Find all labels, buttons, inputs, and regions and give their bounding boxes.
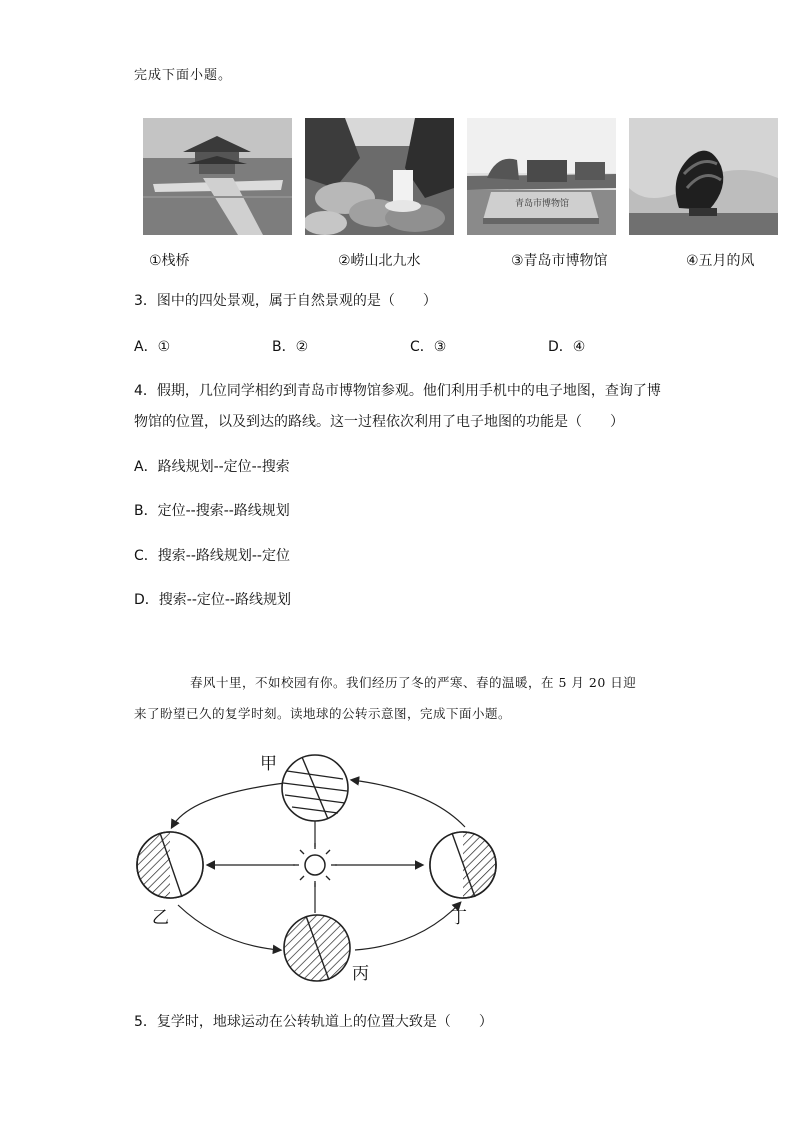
orbit-arc-left-bottom — [178, 905, 280, 950]
pavilion-pier-photo — [143, 118, 292, 235]
q3-option-b[interactable]: B．② — [272, 339, 309, 355]
caption-sculpture: ④五月的风 — [686, 253, 755, 269]
earth-position-bing — [284, 915, 350, 981]
caption-waterfall: ②崂山北九水 — [338, 253, 421, 269]
caption-museum: ③青岛市博物馆 — [511, 253, 608, 269]
sun-icon — [293, 843, 337, 887]
q3-stem: 3．图中的四处景观，属于自然景观的是（ ） — [134, 293, 437, 309]
museum-building-photo — [467, 118, 616, 235]
q4-stem-line2: 物馆的位置，以及到达的路线。这一过程依次利用了电子地图的功能是（ ） — [134, 414, 624, 430]
photo-museum — [467, 118, 616, 235]
photo-sculpture — [629, 118, 778, 235]
label-bing: 丙 — [352, 964, 369, 984]
photo-waterfall — [305, 118, 454, 235]
earth-position-yi — [137, 832, 203, 898]
q3-option-d[interactable]: D．④ — [548, 339, 586, 355]
intro-text: 完成下面小题。 — [134, 68, 233, 83]
caption-pier: ①栈桥 — [149, 253, 190, 269]
q4-option-d[interactable]: D．搜索--定位--路线规划 — [134, 592, 291, 608]
photo-pier — [143, 118, 292, 235]
q3-option-a[interactable]: A．① — [134, 339, 171, 355]
q5-stem: 5．复学时，地球运动在公转轨道上的位置大致是（ ） — [134, 1014, 493, 1030]
earth-position-ding — [430, 832, 496, 898]
q4-option-a[interactable]: A．路线规划--定位--搜索 — [134, 459, 290, 475]
orbit-arc-right-top — [352, 780, 465, 827]
q4-stem-line1: 4．假期，几位同学相约到青岛市博物馆参观。他们利用手机中的电子地图，查询了博 — [134, 383, 661, 399]
spiral-sculpture-photo — [629, 118, 778, 235]
museum-sign-text: 青岛市博物馆 — [514, 199, 569, 209]
passage-line2: 来了盼望已久的复学时刻。读地球的公转示意图，完成下面小题。 — [134, 706, 512, 721]
earth-orbit-diagram — [130, 745, 510, 985]
label-yi: 乙 — [152, 908, 169, 928]
q4-option-c[interactable]: C．搜索--路线规划--定位 — [134, 548, 290, 564]
q4-option-b[interactable]: B．定位--搜索--路线规划 — [134, 503, 290, 519]
q3-option-c[interactable]: C．③ — [410, 339, 447, 355]
label-jia: 甲 — [260, 754, 277, 774]
label-ding: 丁 — [450, 908, 467, 928]
orbit-svg — [130, 745, 510, 985]
passage-line1: 春风十里，不如校园有你。我们经历了冬的严寒、春的温暖，在 5 月 20 日迎 — [190, 675, 637, 690]
earth-position-jia — [282, 755, 348, 821]
orbit-arc-bottom-right — [355, 903, 460, 950]
orbit-arc-top-left — [172, 783, 285, 827]
waterfall-rocks-photo — [305, 118, 454, 235]
